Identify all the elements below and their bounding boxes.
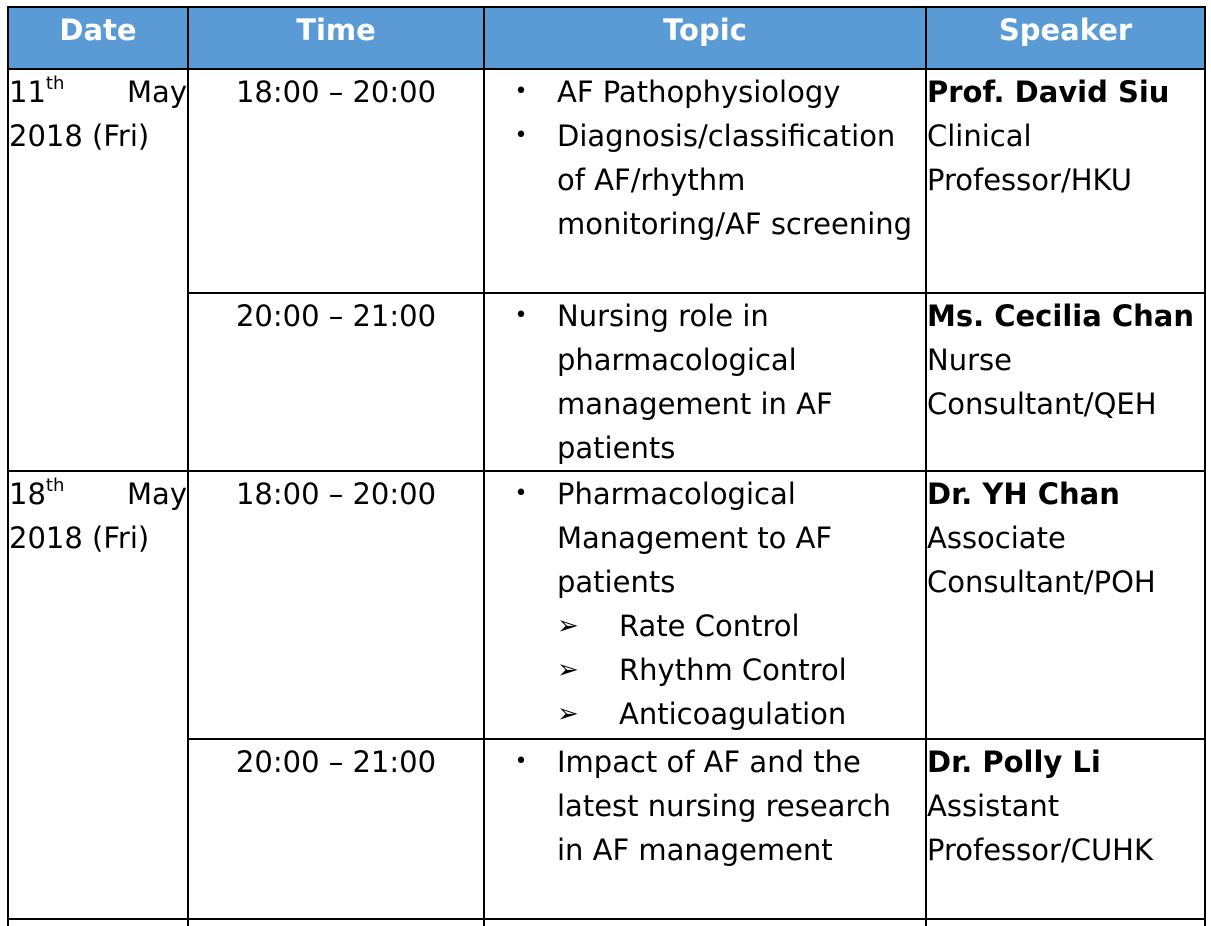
topic-text: Diagnosis/classification of AF/rhythm monitoring/AF screening: [557, 119, 913, 241]
arrow-icon: ➢: [557, 611, 579, 641]
header-speaker: Speaker: [926, 7, 1205, 69]
speaker-name: Dr. Polly Li: [927, 745, 1101, 779]
bullet-icon: •: [514, 481, 528, 506]
table-row: [8, 471, 1205, 739]
empty-cell: [188, 919, 484, 926]
time-cell: 20:00 – 21:00: [188, 739, 484, 919]
speaker-name: Dr. YH Chan: [927, 477, 1120, 511]
speaker-title: Nurse Consultant/QEH: [927, 343, 1157, 421]
date-line2: 2018 (Fri): [9, 521, 150, 555]
sub-item-text: Rhythm Control: [619, 653, 847, 687]
date-month: May: [127, 75, 187, 109]
time-cell: 18:00 – 20:00: [188, 471, 484, 739]
table-row: [8, 739, 1205, 919]
header-topic: Topic: [484, 7, 926, 69]
bullet-icon: •: [514, 303, 528, 328]
speaker-cell: [926, 471, 1205, 739]
date-month: May: [127, 477, 187, 511]
time-cell: 20:00 – 21:00: [188, 293, 484, 471]
speaker-title: Assistant Professor/CUHK: [927, 789, 1154, 867]
topic-cell: [484, 471, 926, 739]
empty-cell: [926, 919, 1205, 926]
bullet-icon: •: [514, 123, 528, 148]
sub-item: [485, 692, 925, 736]
topic-cell: [484, 739, 926, 919]
header-time: Time: [188, 7, 484, 69]
topic-cell: [484, 293, 926, 471]
speaker-name: Ms. Cecilia Chan: [927, 299, 1195, 333]
empty-cell: [8, 919, 188, 926]
schedule-table: [7, 6, 1206, 926]
header-row: [8, 7, 1205, 69]
empty-cell: [484, 919, 926, 926]
sub-item: [485, 648, 925, 692]
time-cell: 18:00 – 20:00: [188, 69, 484, 293]
table-row: [8, 919, 1205, 926]
sub-item: [485, 604, 925, 648]
speaker-cell: [926, 293, 1205, 471]
topic-cell: [484, 69, 926, 293]
date-cell: [8, 471, 188, 919]
topic-text: AF Pathophysiology: [557, 75, 841, 109]
arrow-icon: ➢: [557, 655, 579, 685]
date-cell: [8, 69, 188, 471]
header-date: Date: [8, 7, 188, 69]
arrow-icon: ➢: [557, 699, 579, 729]
topic-item: [485, 294, 925, 470]
date-day: 11: [9, 75, 46, 109]
table-row: [8, 293, 1205, 471]
bullet-icon: •: [514, 79, 528, 104]
sub-item-text: Rate Control: [619, 609, 800, 643]
speaker-cell: [926, 739, 1205, 919]
date-suffix: th: [45, 475, 65, 497]
date-line2: 2018 (Fri): [9, 119, 150, 153]
topic-item: [485, 472, 925, 604]
date-suffix: th: [45, 73, 65, 95]
topic-item: [485, 114, 925, 246]
topic-item: [485, 70, 925, 114]
speaker-title: Clinical Professor/HKU: [927, 119, 1132, 197]
sub-item-text: Anticoagulation: [619, 697, 847, 731]
speaker-name: Prof. David Siu: [927, 75, 1170, 109]
topic-text: Nursing role in pharmacological management in AF patients: [557, 299, 833, 465]
table-row: [8, 69, 1205, 293]
topic-text: Pharmacological Management to AF patients: [557, 477, 833, 599]
date-day: 18: [9, 477, 46, 511]
topic-text: Impact of AF and the latest nursing research in AF management: [557, 745, 892, 867]
topic-item: [485, 740, 925, 872]
speaker-title: Associate Consultant/POH: [927, 521, 1156, 599]
bullet-icon: •: [514, 749, 528, 774]
speaker-cell: [926, 69, 1205, 293]
